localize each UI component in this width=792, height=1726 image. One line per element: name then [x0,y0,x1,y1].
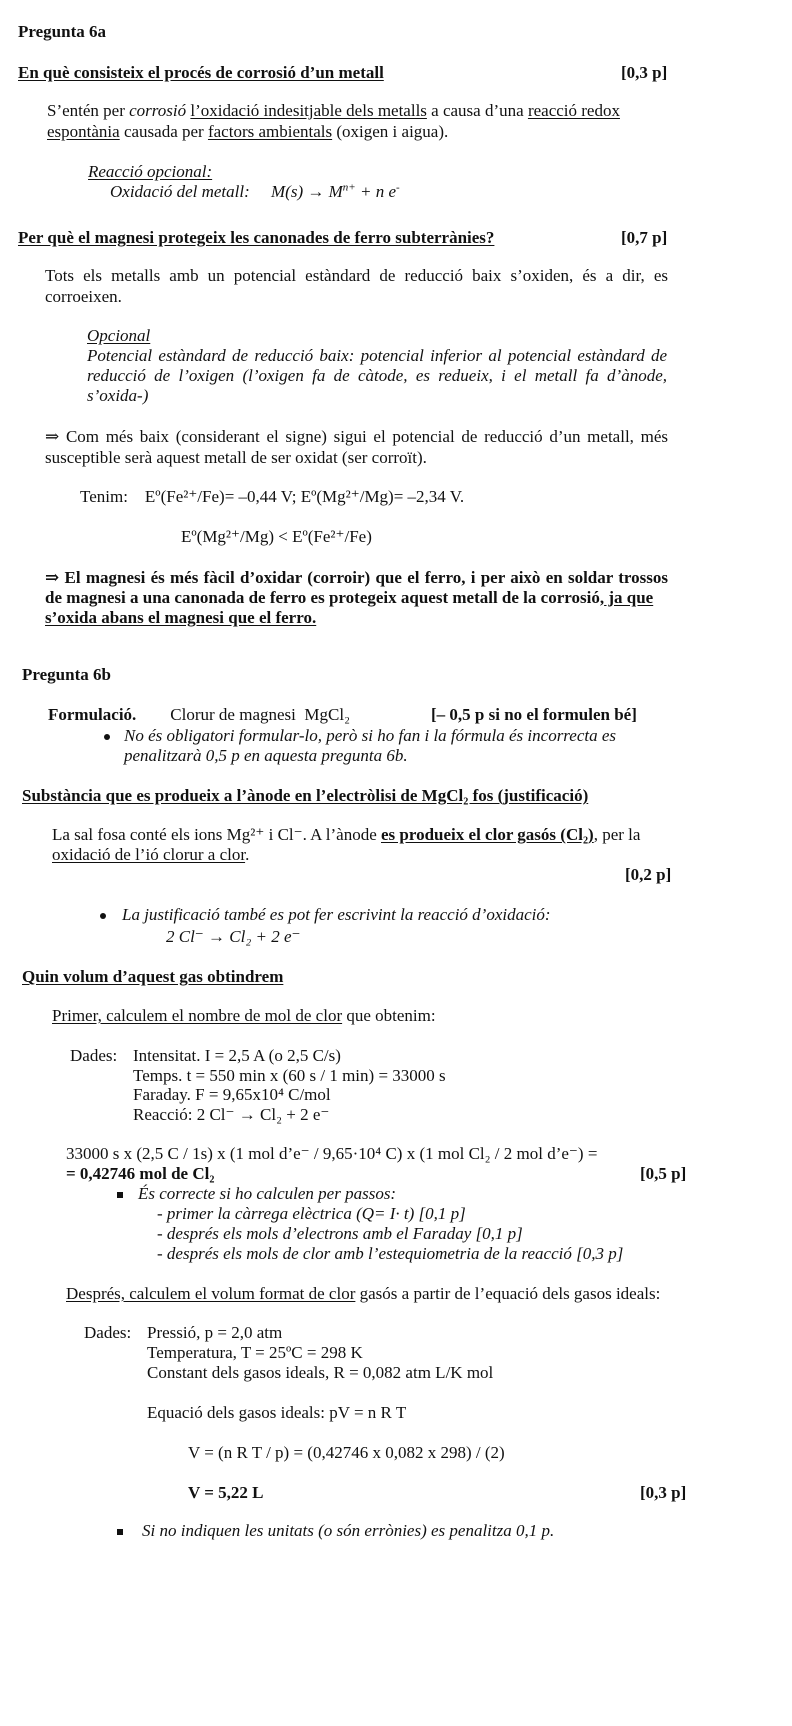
bullet-icon [104,734,110,740]
dades2-label: Dades: [84,1323,132,1342]
sec2-conclusion-l2: de magnesi a una canonada de ferro es protegeix aquest metall de la corrosió, ja que [45,588,654,607]
sec1-para-line2: espontània causada per factors ambientals (oxigen i aigua). [47,122,449,141]
anode-note: La justificació també es pot fer escrivint la reacció d’oxidació: [122,905,551,924]
volume-calc: V = (n R T / p) = (0,42746 x 0,082 x 298) / (2) [188,1443,505,1462]
sec2-para-l2: corroeixen. [45,287,122,306]
bullet-icon [117,1529,123,1535]
sec1-opt-title: Reacció opcional: [88,162,213,181]
volum-heading: Quin volum d’aquest gas obtindrem [22,967,284,986]
dades2-pressio: Pressió, p = 2,0 atm [147,1323,283,1342]
formulacio-penalty: [– 0,5 p si no el formulen bé] [431,705,637,724]
dades-intensitat: Intensitat. I = 2,5 A (o 2,5 C/s) [133,1046,341,1065]
volume-result: V = 5,22 L [188,1483,264,1502]
dades-temps: Temps. t = 550 min x (60 s / 1 min) = 33000 s [133,1066,446,1085]
volum-first: Primer, calculem el nombre de mol de clor que obtenim: [52,1006,436,1025]
anode-para-l1: La sal fosa conté els ions Mg²⁺ i Cl⁻. A l’ànode es produeix el clor gasós (Cl₂), per la [52,825,641,844]
step-1: - primer la càrrega elèctrica (Q= I· t) [0,1 p] [157,1204,466,1223]
sec1-opt-reaction: Oxidació del metall: $M(s) \to M^{n+} + n$ e- [110,181,400,201]
dades2-constant: Constant dels gasos ideals, R = 0,082 atm L/K mol [147,1363,494,1382]
sec2-conclusion-l1: ⇒ El magnesi és més fàcil d’oxidar (corroir) que el ferro, i per això en soldar trossos [45,568,668,587]
sec2-heading: Per què el magnesi protegeix les canonades de ferro subterrànies? [18,228,495,247]
sec2-opt-l2: reducció de l’oxigen (l’oxigen fa de càtode, es redueix, i el metall fa d’ànode, [87,366,667,385]
sec2-points: [0,7 p] [621,228,668,247]
q6b-title: Pregunta 6b [22,665,111,684]
sec2-conclusion-l3: s’oxida abans el magnesi que el ferro. [45,608,317,627]
sec2-implication-l1: ⇒ Com més baix (considerant el signe) sigui el potencial de reducció d’un metall, més [45,427,668,446]
dades2-temperatura: Temperatura, T = 25ºC = 298 K [147,1343,363,1362]
q6a-title: Pregunta 6a [18,22,106,41]
formulacio-line: Formulació. Clorur de magnesi MgCl₂ [48,705,350,724]
sec1-points: [0,3 p] [621,63,668,82]
formulacio-note-l2: penalitzarà 0,5 p en aquesta pregunta 6b. [124,746,408,765]
dades-label: Dades: [70,1046,118,1065]
anode-reaction: 2 Cl⁻ → Cl₂ + 2 e⁻ [166,927,301,946]
steps-title: És correcte si ho calculen per passos: [138,1184,397,1203]
sec2-para-l1: Tots els metalls amb un potencial estàndard de reducció baix s’oxiden, és a dir, es [45,266,668,285]
sec2-compare: Eº(Mg²⁺/Mg) < Eº(Fe²⁺/Fe) [181,527,372,546]
sec2-opt-l3: s’oxida-) [87,386,149,405]
sec2-implication-l2: susceptible serà aquest metall de ser oxidat (ser corroït). [45,448,427,467]
anode-heading: Substància que es produeix a l’ànode en l’electròlisi de MgCl₂ fos (justificació) [22,786,589,805]
final-note: Si no indiquen les unitats (o són errònies) es penalitza 0,1 p. [142,1521,555,1540]
sec2-opt-title: Opcional [87,326,151,345]
ideal-gas-equation: Equació dels gasos ideals: pV = n R T [147,1403,407,1422]
sec2-opt-l1: Potencial estàndard de reducció baix: potencial inferior al potencial estàndard de [87,346,667,365]
bullet-icon [117,1192,123,1198]
dades-faraday: Faraday. F = 9,65x10⁴ C/mol [133,1085,331,1104]
step-2: - després els mols d’electrons amb el Faraday [0,1 p] [157,1224,523,1243]
volum-then: Després, calculem el volum format de clor gasós a partir de l’equació dels gasos ideals: [66,1284,661,1303]
calc-result: = 0,42746 mol de Cl₂ [66,1164,215,1183]
calc-points: [0,5 p] [640,1164,687,1183]
dades-reaccio: Reacció: 2 Cl⁻ → Cl₂ + 2 e⁻ [133,1105,330,1124]
volume-points: [0,3 p] [640,1483,687,1502]
step-3: - després els mols de clor amb l’estequiometria de la reacció [0,3 p] [157,1244,624,1263]
anode-para-l2: oxidació de l’ió clorur a clor. [52,845,250,864]
sec2-tenim-line: Tenim: Eº(Fe²⁺/Fe)= –0,44 V; Eº(Mg²⁺/Mg)= –2,34 V. [80,487,465,506]
sec1-heading: En què consisteix el procés de corrosió d’un metall [18,63,384,82]
sec1-para-line1: S’entén per corrosió l’oxidació indesitjable dels metalls a causa d’una reacció redox [47,101,620,120]
calc-line1: 33000 s x (2,5 C / 1s) x (1 mol d’e⁻ / 9,65·10⁴ C) x (1 mol Cl₂ / 2 mol d’e⁻) = [66,1144,598,1163]
anode-points: [0,2 p] [625,865,672,884]
bullet-icon [100,913,106,919]
formulacio-note-l1: No és obligatori formular-lo, però si ho fan i la fórmula és incorrecta es [124,726,617,745]
